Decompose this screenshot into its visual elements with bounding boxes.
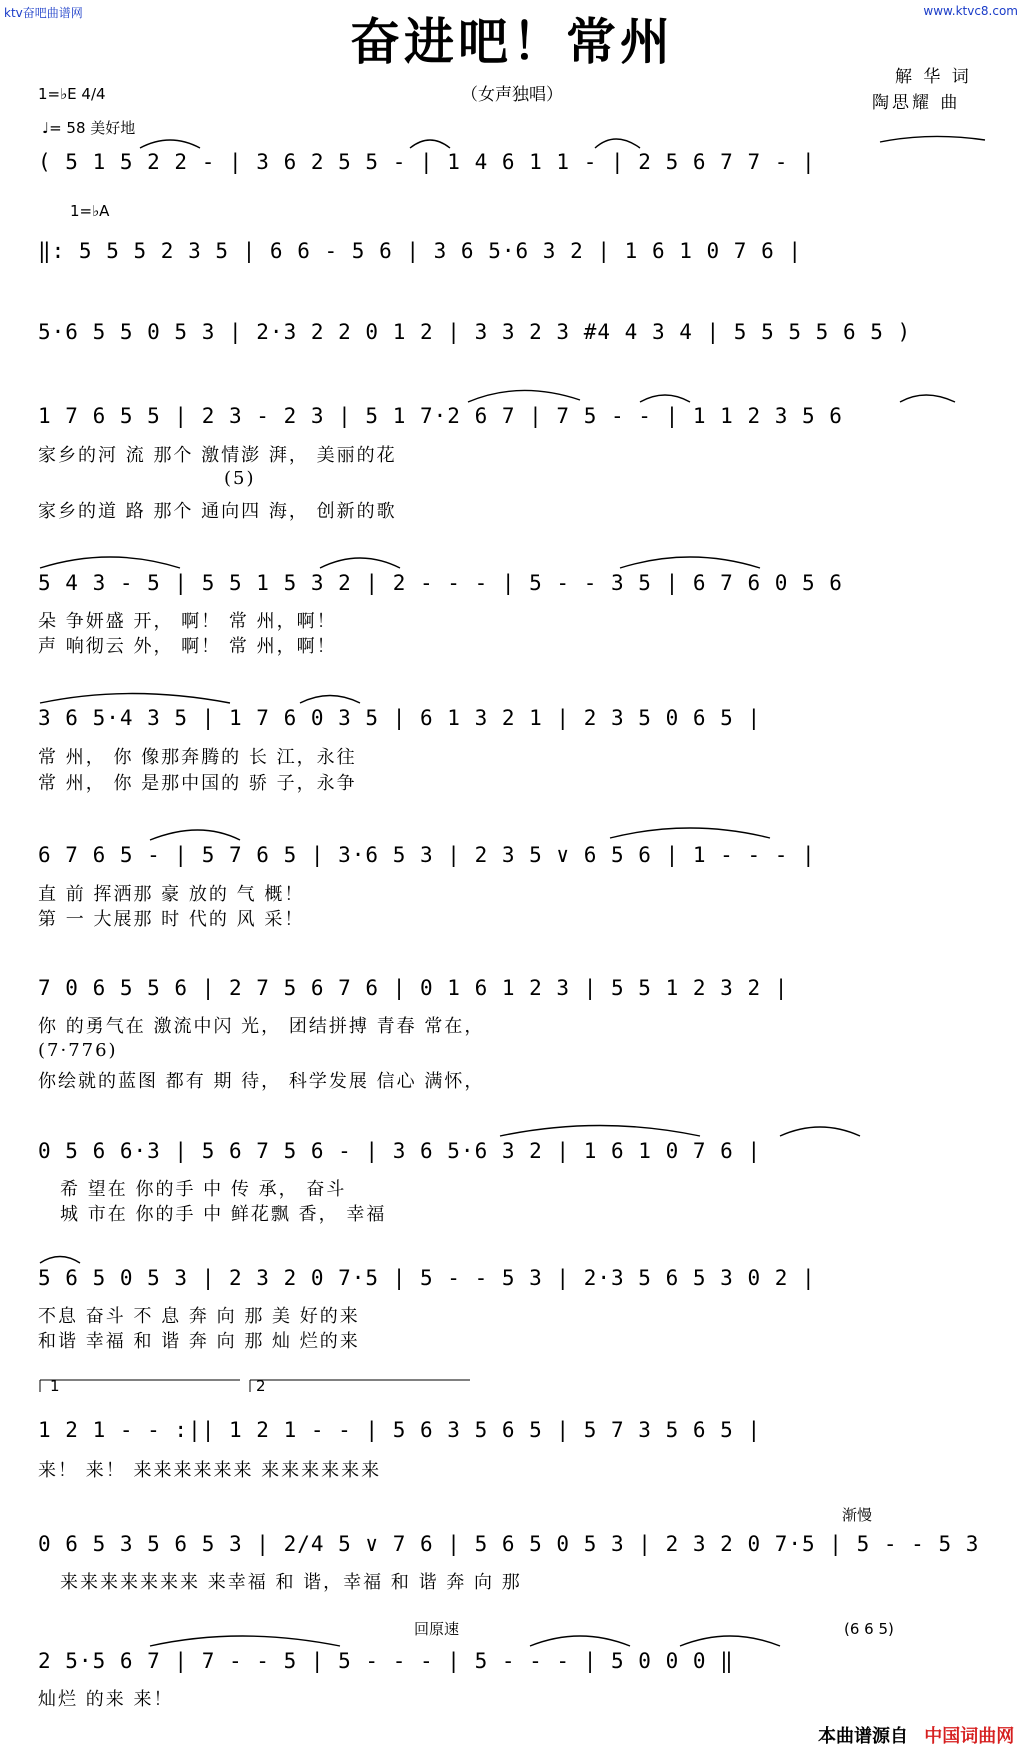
variant-note-4: (5) — [224, 468, 256, 489]
lyric-line-4-verse-2: 家乡的道 路 那个 通向四 海， 创新的歌 — [38, 501, 397, 522]
notation-line-6: 3 6 5·4 3 5 | 1 7 6 0 3 5 | 6 1 3 2 1 | 2 3 5 0 6 5 | — [38, 706, 762, 730]
lyric-line-5-verse-1: 朵 争妍盛 开， 啊！ 常 州，啊！ — [38, 611, 337, 632]
lyric-line-8-verse-2: 你绘就的蓝图 都有 期 待， 科学发展 信心 满怀， — [38, 1071, 485, 1092]
lyricist-credit: 解 华 词 — [895, 67, 972, 87]
footer-source-label — [818, 1722, 1014, 1748]
lyric-line-9-verse-1: 希 望在 你的手 中 传 承， 奋斗 — [60, 1179, 347, 1200]
key-signature: 1=♭E 4/4 — [38, 85, 106, 103]
notation-line-9: 0 5 6 6·3 | 5 6 7 5 6 - | 3 6 5·6 3 2 | 1 6 1 0 7 6 | — [38, 1139, 762, 1163]
watermark-left: ktv奋吧曲谱网 — [4, 6, 83, 20]
lyric-line-10-verse-1: 不息 奋斗 不 息 奔 向 那 美 好的来 — [38, 1306, 360, 1327]
footer-source-text: 本曲谱源自 — [818, 1726, 908, 1747]
song-title: 奋进吧！常州 — [350, 13, 674, 71]
lyric-line-7-verse-1: 直 前 挥洒那 豪 放的 气 概！ — [38, 884, 305, 905]
lyric-line-8-verse-1: 你 的勇气在 激流中闪 光， 团结拼搏 青春 常在， — [38, 1016, 485, 1037]
notation-line-8: 7 0 6 5 5 6 | 2 7 5 6 7 6 | 0 1 6 1 2 3 | 5 5 1 2 3 2 | — [38, 976, 789, 1000]
lyric-line-11: 来！ 来！ 来来来来来来 来来来来来来 — [38, 1460, 382, 1481]
ending-1-label: 1 — [50, 1377, 60, 1395]
key-change-marking: 1=♭A — [70, 202, 110, 220]
notation-line-10: 5 6 5 0 5 3 | 2 3 2 0 7·5 | 5 - - 5 3 | 2·3 5 6 5 3 0 2 | — [38, 1266, 816, 1290]
watermark-right: www.ktvc8.com — [923, 4, 1018, 18]
lyric-line-7-verse-2: 第 一 大展那 时 代的 风 采！ — [38, 909, 305, 930]
lyric-line-9-verse-2: 城 市在 你的手 中 鲜花飘 香， 幸福 — [60, 1204, 387, 1225]
notation-line-3: 5·6 5 5 0 5 3 | 2·3 2 2 0 1 2 | 3 3 2 3 #4 4 3 4 | 5 5 5 5 6 5 ) — [38, 320, 912, 344]
coda-ornament: (6 6 5) — [844, 1620, 894, 1638]
lyric-line-12: 来来来来来来来 来幸福 和 谐，幸福 和 谐 奔 向 那 — [60, 1572, 522, 1593]
lyric-line-6-verse-2: 常 州， 你 是那中国的 骄 子，永争 — [38, 773, 357, 794]
notation-line-1: ( 5 1 5 2 2 - | 3 6 2 5 5 - | 1 4 6 1 1 - | 2 5 6 7 7 - | — [38, 150, 816, 174]
ending-2-label: 2 — [256, 1377, 266, 1395]
footer-source-site[interactable]: 中国词曲网 — [924, 1726, 1015, 1747]
lyric-line-4-verse-1: 家乡的河 流 那个 激情澎 湃， 美丽的花 — [38, 445, 397, 466]
notation-line-7: 6 7 6 5 - | 5 7 6 5 | 3·6 5 3 | 2 3 5 ∨ 6 5 6 | 1 - - - | — [38, 843, 816, 867]
composer-credit: 陶思耀 曲 — [872, 93, 961, 113]
tempo-marking: ♩= 58 美好地 — [42, 119, 136, 137]
notation-line-5: 5 4 3 - 5 | 5 5 1 5 3 2 | 2 - - - | 5 - - 3 5 | 6 7 6 0 5 6 — [38, 571, 843, 595]
tempo-change-marking: 渐慢 — [842, 1506, 873, 1524]
lyric-line-10-verse-2: 和谐 幸福 和 谐 奔 向 那 灿 烂的来 — [38, 1331, 360, 1352]
lyric-line-5-verse-2: 声 响彻云 外， 啊！ 常 州，啊！ — [38, 636, 337, 657]
notation-line-11: 1 2 1 - - :|| 1 2 1 - - | 5 6 3 5 6 5 | 5 7 3 5 6 5 | — [38, 1418, 762, 1442]
lyric-line-13: 灿烂 的来 来！ — [38, 1689, 174, 1710]
notation-line-4: 1 7 6 5 5 | 2 3 - 2 3 | 5 1 7·2 6 7 | 7 5 - - | 1 1 2 3 5 6 — [38, 404, 843, 428]
lyric-line-6-verse-1: 常 州， 你 像那奔腾的 长 江，永往 — [38, 747, 357, 768]
song-subtitle: （女声独唱） — [461, 85, 563, 105]
notation-line-2: ‖: 5 5 5 2 3 5 | 6 6 - 5 6 | 3 6 5·6 3 2 | 1 6 1 0 7 6 | — [38, 239, 803, 263]
notation-line-12: 0 6 5 3 5 6 5 3 | 2/4 5 ∨ 7 6 | 5 6 5 0 5 3 | 2 3 2 0 7·5 | 5 - - 5 3 — [38, 1532, 980, 1556]
variant-note-8: (7·776) — [38, 1040, 118, 1061]
notation-line-13: 2 5·5 6 7 | 7 - - 5 | 5 - - - | 5 - - - | 5 0 0 0 ‖ — [38, 1649, 734, 1673]
a-tempo-marking: 回原速 — [414, 1620, 460, 1638]
